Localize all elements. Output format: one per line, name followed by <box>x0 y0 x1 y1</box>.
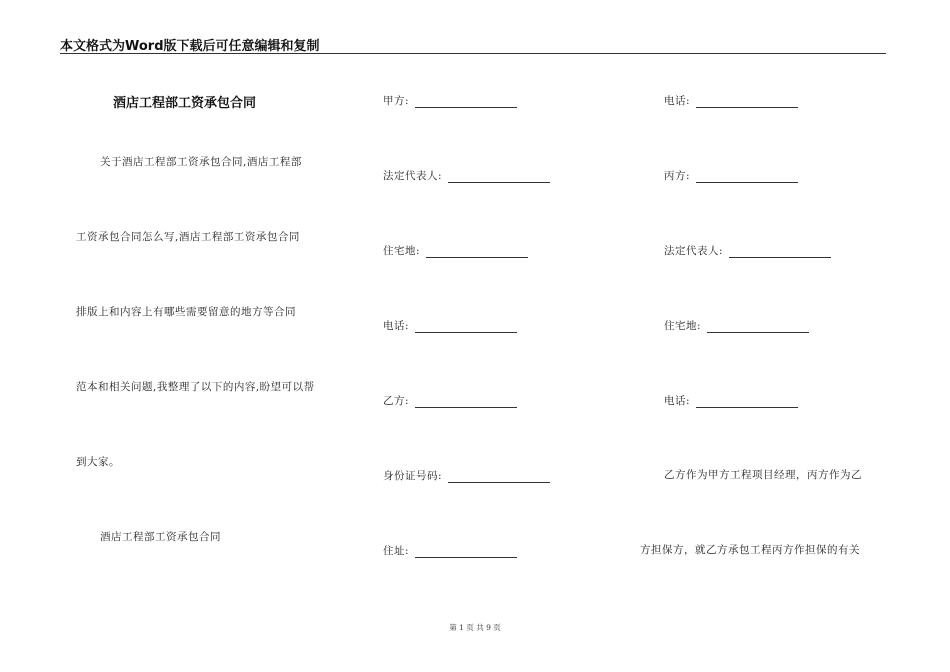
fill-line <box>696 172 798 183</box>
fill-line <box>415 547 517 558</box>
paragraph-line: 工资承包合同怎么写,酒店工程部工资承包合同 <box>76 231 300 243</box>
field-party-b <box>383 393 517 408</box>
paragraph-line: 排版上和内容上有哪些需要留意的地方等合同 <box>76 306 296 318</box>
field-phone <box>664 93 798 108</box>
field-residence <box>664 318 809 333</box>
field-phone <box>664 393 798 408</box>
field-party-c <box>664 168 798 183</box>
fill-line <box>729 247 831 258</box>
fill-line <box>415 397 517 408</box>
field-residence <box>383 243 528 258</box>
document-title: 酒店工程部工资承包合同 <box>113 96 257 111</box>
field-label: 甲方: <box>383 95 410 107</box>
section-heading: 酒店工程部工资承包合同 <box>100 531 221 543</box>
fill-line <box>448 472 550 483</box>
field-label: 住址: <box>383 545 410 557</box>
field-label: 住宅地: <box>664 320 702 332</box>
field-label: 法定代表人: <box>383 170 443 182</box>
field-label: 丙方: <box>664 170 691 182</box>
field-label: 电话: <box>664 395 691 407</box>
field-label: 电话: <box>664 95 691 107</box>
paragraph-line: 范本和相关问题,我整理了以下的内容,盼望可以帮 <box>76 381 315 393</box>
paragraph-line: 乙方作为甲方工程项目经理，丙方作为乙 <box>664 469 862 481</box>
fill-line <box>707 322 809 333</box>
field-legal-rep <box>383 168 550 183</box>
fill-line <box>426 247 528 258</box>
field-label: 住宅地: <box>383 245 421 257</box>
fill-line <box>448 172 550 183</box>
field-address <box>383 543 517 558</box>
fill-line <box>696 97 798 108</box>
fill-line <box>415 97 517 108</box>
field-party-a <box>383 93 517 108</box>
field-label: 法定代表人: <box>664 245 724 257</box>
paragraph-line: 关于酒店工程部工资承包合同,酒店工程部 <box>100 156 302 168</box>
field-label: 电话: <box>383 320 410 332</box>
field-label: 身份证号码: <box>383 470 443 482</box>
header-text: 本文格式为Word版下载后可任意编辑和复制 <box>60 39 320 54</box>
field-label: 乙方: <box>383 395 410 407</box>
field-phone <box>383 318 517 333</box>
fill-line <box>696 397 798 408</box>
paragraph-line: 方担保方，就乙方承包工程丙方作担保的有关 <box>640 544 860 556</box>
document-header <box>60 35 886 54</box>
paragraph-line: 到大家。 <box>76 456 120 468</box>
fill-line <box>415 322 517 333</box>
field-legal-rep <box>664 243 831 258</box>
page-number: 第 1 页 共 9 页 <box>449 623 501 632</box>
field-id-number <box>383 468 550 483</box>
